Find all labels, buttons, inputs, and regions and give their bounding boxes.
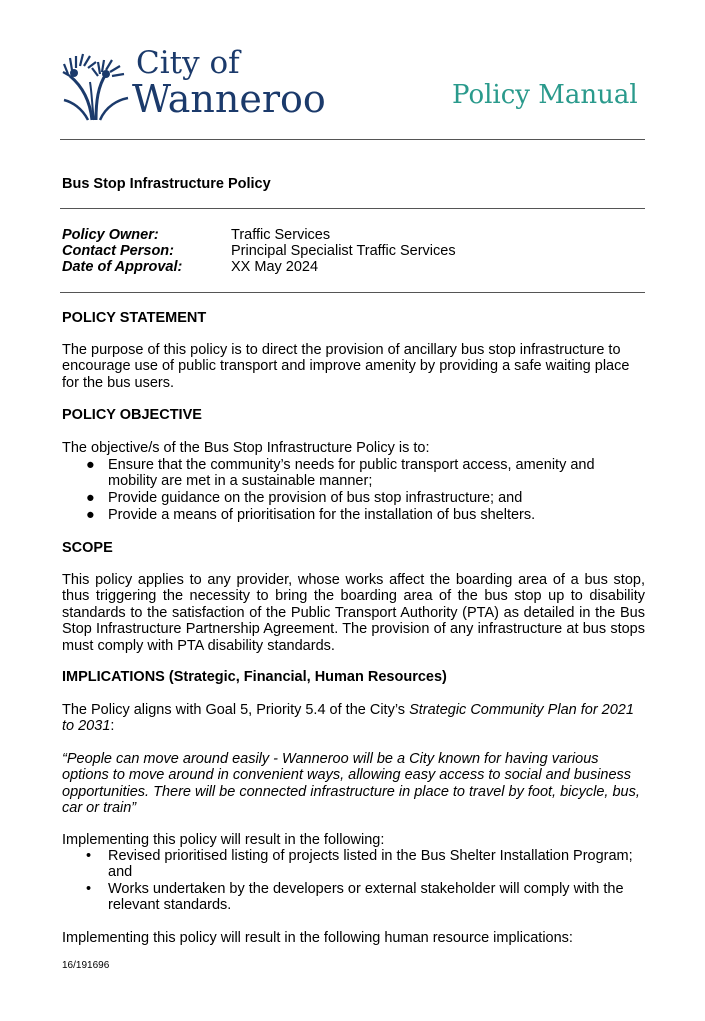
alignment-suffix: : [110,718,115,735]
bullet-icon: • [86,848,92,864]
objective-item: Provide guidance on the provision of bus stop infrastructure; and [108,490,523,506]
implications-alignment [62,702,645,735]
community-plan-quote: “People can move around easily - Wanneroo will be a City known for having various options to move around in convenient ways, allowing easy access to social and business opportunities. There will be connected infrastructure in place to travel by foot, bicycle, bus, car or train” [62,751,640,817]
bullet-icon: ● [86,457,95,473]
city-of-wanneroo-logo [62,46,324,122]
policy-objective-heading: POLICY OBJECTIVE [62,407,202,423]
result-item: Works undertaken by the developers or external stakeholder will comply with the relevant standards. [108,881,624,914]
result-item: Revised prioritised listing of projects listed in the Bus Shelter Installation Program; and [108,848,633,881]
date-of-approval-label: Date of Approval: [62,259,183,275]
logo-text-wanneroo: Wanneroo [132,77,326,121]
policy-owner-value: Traffic Services [231,227,331,243]
policy-statement-text: The purpose of this policy is to direct the provision of ancillary bus stop infrastructure to encourage use of public transport and improve amenity by providing a safe waiting place for the bus users. [62,342,630,391]
scope-heading: SCOPE [62,540,113,556]
scope-text: This policy applies to any provider, whose works affect the boarding area of a bus stop, thus triggering the necessity to bring the boarding area of the bus stop up to disability standards to the satisfaction of the Public Transport Authority (PTA) as detailed in the Bus Stop Infrastructure Partnership Agreement. The provision of any infrastructure at bus stops must comply with PTA disability standards. [62,572,645,654]
implications-result-intro: Implementing this policy will result in the following: [62,832,385,848]
header-divider [60,139,645,140]
logo-text-city-of: City of [136,45,240,81]
strategic-plan-title: Strategic Community Plan for 2021 to 2031 [62,702,634,735]
bullet-icon: • [86,881,92,897]
policy-objective-intro: The objective/s of the Bus Stop Infrastructure Policy is to: [62,440,430,456]
implications-heading: IMPLICATIONS (Strategic, Financial, Human Resources) [62,669,447,685]
hr-implications-intro: Implementing this policy will result in the following human resource implications: [62,930,573,946]
policy-statement-heading: POLICY STATEMENT [62,310,207,326]
document-number: 16/191696 [62,960,110,971]
title-divider [60,208,645,209]
policy-title: Bus Stop Infrastructure Policy [62,176,271,192]
objective-item: Provide a means of prioritisation for the installation of bus shelters. [108,507,536,523]
objective-item: Ensure that the community’s needs for public transport access, amenity and mobility are met in a sustainable manner; [108,457,595,490]
date-of-approval-value: XX May 2024 [231,259,319,275]
manual-title: Policy Manual [452,80,638,110]
bullet-icon: ● [86,507,95,523]
contact-person-value: Principal Specialist Traffic Services [231,243,456,259]
meta-divider [60,292,645,293]
alignment-prefix: The Policy aligns with Goal 5, Priority 5.4 of the City’s [62,702,410,718]
grass-tree-logo-icon [62,46,132,122]
policy-owner-label: Policy Owner: [62,227,159,243]
contact-person-label: Contact Person: [62,243,174,259]
bullet-icon: ● [86,490,95,506]
